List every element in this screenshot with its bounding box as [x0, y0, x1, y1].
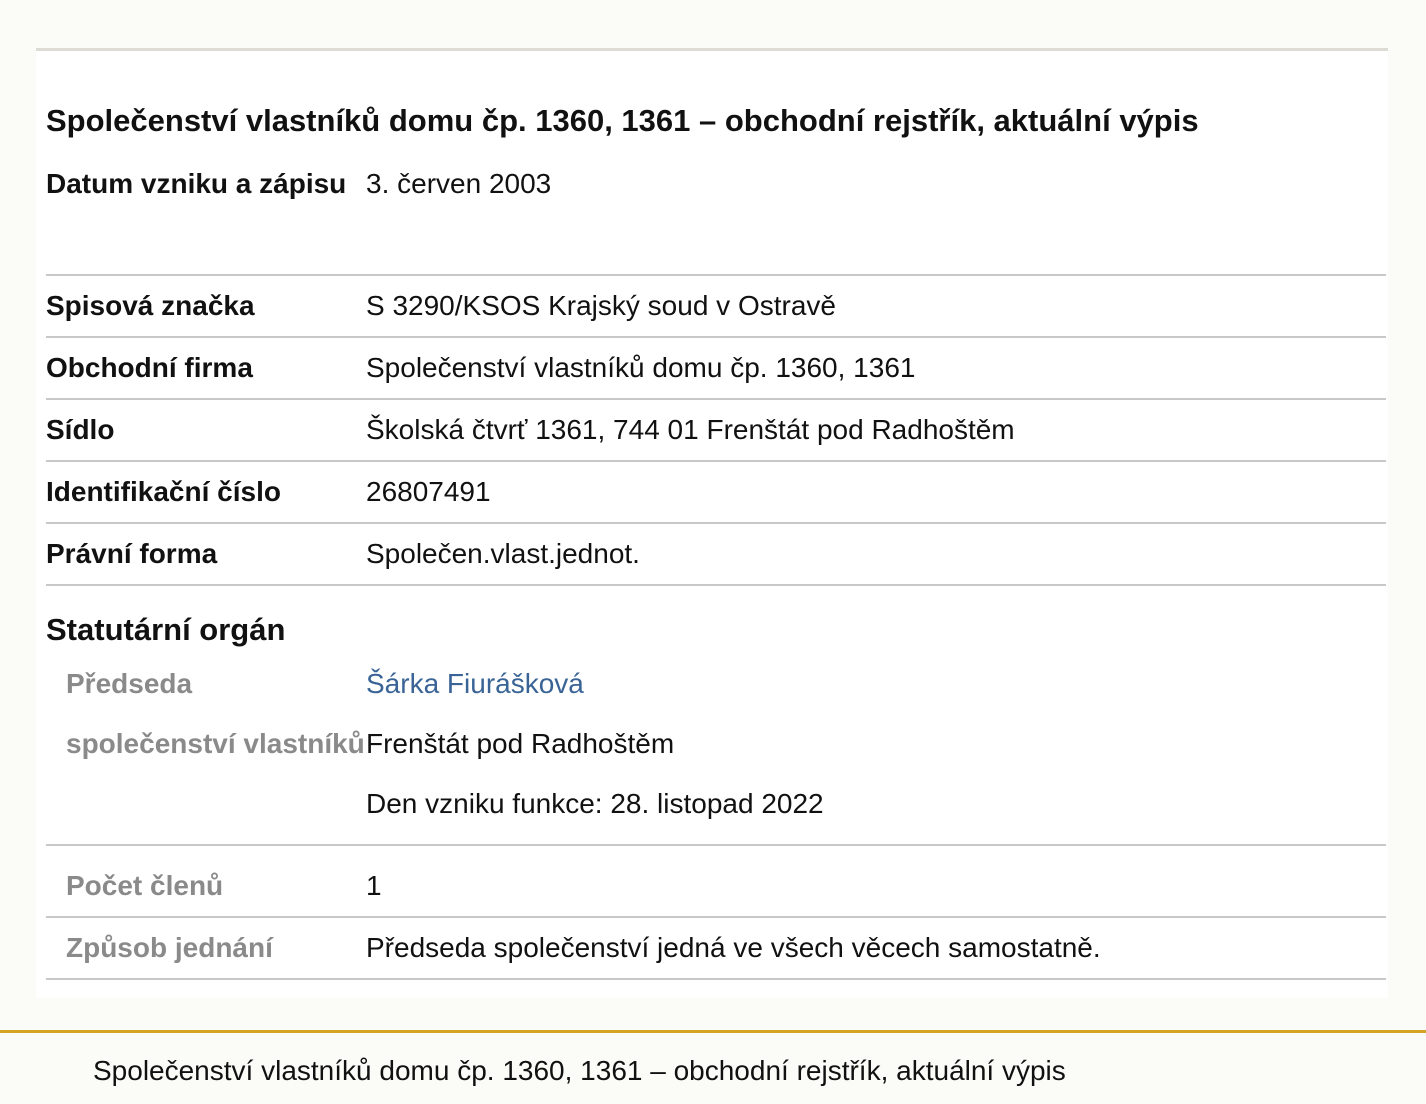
row-label: Počet členů: [66, 870, 224, 901]
chair-city: Frenštát pod Radhoštěm: [366, 728, 675, 759]
row-label: Sídlo: [46, 414, 115, 445]
card-title: Společenství vlastníků domu čp. 1360, 1361 – obchodní rejstřík, aktuální výpis: [46, 103, 1199, 138]
row-company-name: [46, 338, 1386, 400]
row-label: Právní forma: [46, 538, 218, 569]
row-acting-method: [46, 918, 1386, 980]
row-member-count: [46, 846, 1386, 918]
row-value: S 3290/KSOS Krajský soud v Ostravě: [366, 290, 836, 321]
row-file-number: [46, 276, 1386, 338]
row-label: Datum vzniku a zápisu: [46, 168, 347, 199]
row-label: Způsob jednání: [66, 932, 273, 963]
chair-label: Předseda společenství vlastníků: [66, 668, 365, 759]
row-chair: [46, 652, 1386, 846]
row-value: 26807491: [366, 476, 491, 507]
registry-card: [36, 48, 1388, 998]
row-value: Předseda společenství jedná ve všech věcech samostatně.: [366, 932, 1101, 963]
row-value: 3. červen 2003: [366, 168, 552, 199]
row-ico: [46, 462, 1386, 524]
chair-name-link[interactable]: Šárka Fiurášková: [366, 668, 584, 699]
statutory-section-title: Statutární orgán: [46, 612, 286, 647]
row-label: Identifikační číslo: [46, 476, 281, 507]
row-label: Spisová značka: [46, 290, 255, 321]
row-address: [46, 400, 1386, 462]
row-value: 1: [366, 870, 382, 901]
row-value: Společenství vlastníků domu čp. 1360, 1361: [366, 352, 916, 383]
chair-since: Den vzniku funkce: 28. listopad 2022: [366, 788, 824, 819]
row-legal-form: [46, 524, 1386, 586]
row-value: Společen.vlast.jednot.: [366, 538, 640, 569]
registry-table: [46, 154, 1386, 980]
row-label: Obchodní firma: [46, 352, 253, 383]
row-founding-date: [46, 154, 1386, 276]
footer-caption: Společenství vlastníků domu čp. 1360, 1361 – obchodní rejstřík, aktuální výpis: [93, 1055, 1066, 1086]
page-footer: [0, 1030, 1426, 1104]
row-value: Školská čtvrť 1361, 744 01 Frenštát pod Radhoštěm: [366, 414, 1015, 445]
chair-details: [366, 652, 1386, 834]
